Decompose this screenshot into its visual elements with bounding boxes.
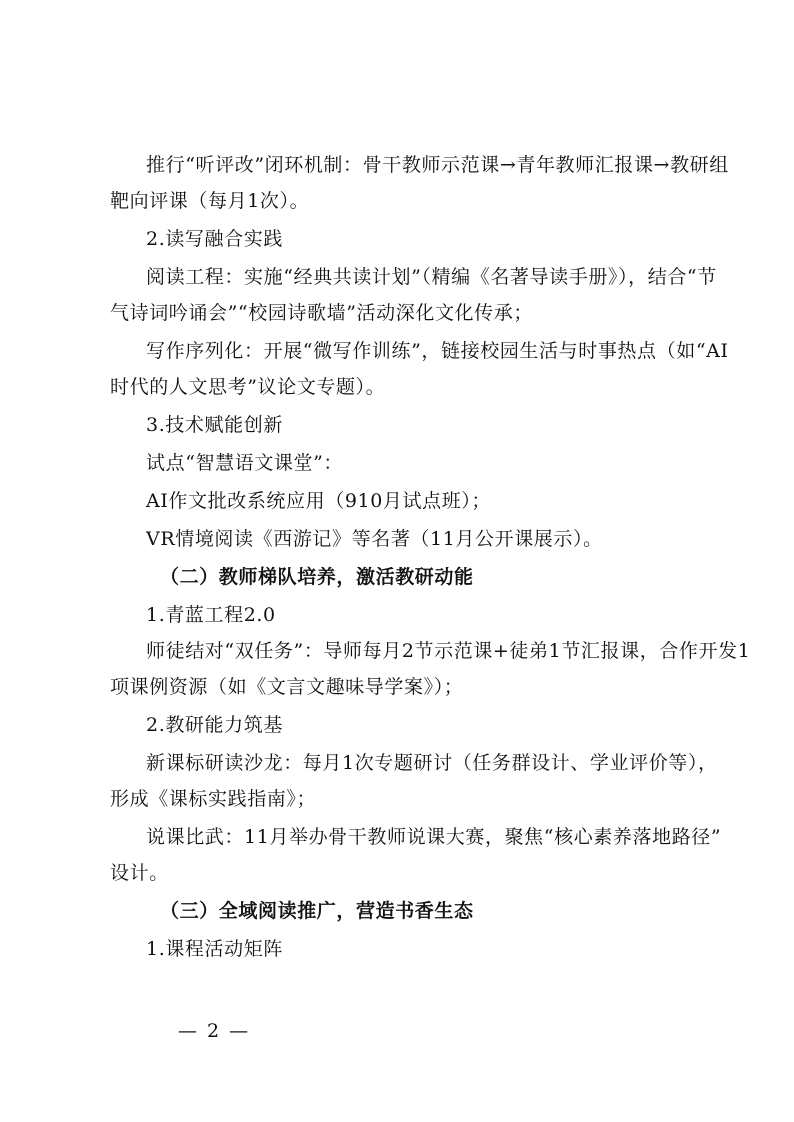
paragraph-line: AI作文批改系统应用（910月试点班）；: [146, 490, 491, 512]
section-subtitle: 1.课程活动矩阵: [146, 938, 283, 960]
section-subtitle: 2.读写融合实践: [146, 228, 283, 250]
paragraph-line: 阅读工程：实施“经典共读计划”（精编《名著导读手册》），结合“节: [146, 266, 717, 288]
paragraph-line: 靶向评课（每月1次）。: [110, 190, 310, 212]
section-heading: （三）全域阅读推广，营造书香生态: [160, 900, 474, 922]
page-number: — 2 —: [178, 1020, 251, 1042]
paragraph-line: 项课例资源（如《文言文趣味导学案》）；: [110, 676, 464, 698]
paragraph-line: 形成《课标实践指南》；: [110, 788, 317, 810]
section-subtitle: 2.教研能力筑基: [146, 714, 283, 736]
paragraph-line: 时代的人文思考”议论文专题）。: [110, 376, 386, 398]
paragraph-line: 试点“智慧语文课堂”：: [146, 452, 344, 474]
paragraph-line: 写作序列化：开展“微写作训练”，链接校园生活与时事热点（如“AI: [146, 340, 729, 362]
section-heading: （二）教师梯队培养，激活教研动能: [160, 566, 474, 588]
paragraph-line: VR情境阅读《西游记》等名著（11月公开课展示）。: [146, 528, 603, 550]
paragraph-line: 新课标研读沙龙：每月1次专题研讨（任务群设计、学业评价等），: [146, 752, 718, 774]
paragraph-line: 说课比武：11月举办骨干教师说课大赛，聚焦“核心素养落地路径”: [146, 826, 722, 848]
section-subtitle: 1.青蓝工程2.0: [146, 604, 276, 626]
paragraph-line: 推行“听评改”闭环机制：骨干教师示范课→青年教师汇报课→教研组: [146, 154, 729, 176]
paragraph-line: 设计。: [110, 862, 169, 884]
paragraph-line: 气诗词吟诵会”“校园诗歌墙”活动深化文化传承；: [110, 302, 533, 324]
section-subtitle: 3.技术赋能创新: [146, 414, 283, 436]
paragraph-line: 师徒结对“双任务”：导师每月2节示范课+徒弟1节汇报课，合作开发1: [146, 640, 751, 662]
